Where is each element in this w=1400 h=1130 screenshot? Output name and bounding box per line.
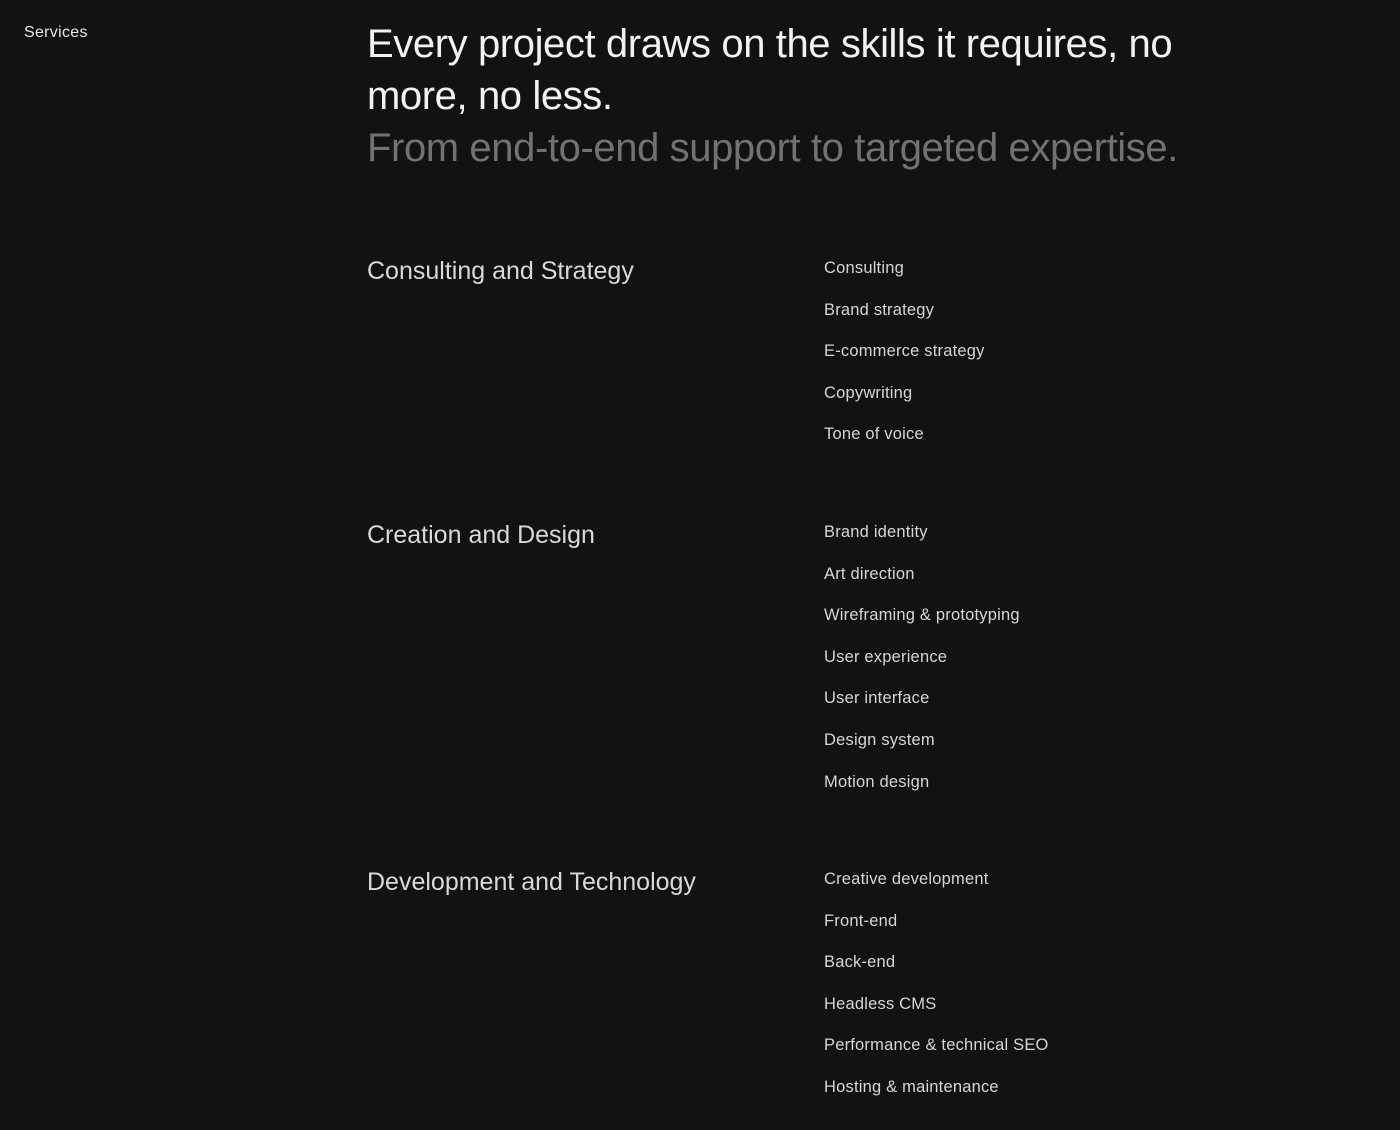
service-group-title: Creation and Design: [367, 521, 595, 549]
service-item: Tone of voice: [824, 425, 924, 444]
service-group-title: Development and Technology: [367, 868, 696, 896]
section-label: Services: [24, 24, 88, 41]
service-item: Wireframing & prototyping: [824, 606, 1020, 625]
service-item: Back-end: [824, 953, 896, 972]
service-item: Brand identity: [824, 523, 928, 541]
intro-statement: [367, 18, 1237, 174]
service-list: [824, 258, 985, 466]
service-list: [824, 522, 1020, 813]
service-item: Motion design: [824, 772, 930, 791]
service-item: Headless CMS: [824, 994, 937, 1013]
service-item: Hosting & maintenance: [824, 1077, 999, 1096]
service-item: E-commerce strategy: [824, 342, 985, 361]
service-item: User experience: [824, 647, 948, 666]
service-list: [824, 869, 1049, 1119]
service-item: Consulting: [824, 259, 904, 277]
service-item: User interface: [824, 689, 930, 708]
service-item: Performance & technical SEO: [824, 1036, 1049, 1055]
intro-subline: From end-to-end support to targeted expertise.: [367, 126, 1178, 170]
service-item: Creative development: [824, 870, 989, 888]
service-item: Copywriting: [824, 383, 913, 402]
service-item: Front-end: [824, 911, 898, 930]
service-item: Design system: [824, 730, 935, 749]
service-item: Brand strategy: [824, 300, 935, 319]
service-group-title: Consulting and Strategy: [367, 257, 634, 285]
service-item: Art direction: [824, 564, 915, 583]
intro-headline: Every project draws on the skills it requires, no more, no less.: [367, 22, 1173, 118]
